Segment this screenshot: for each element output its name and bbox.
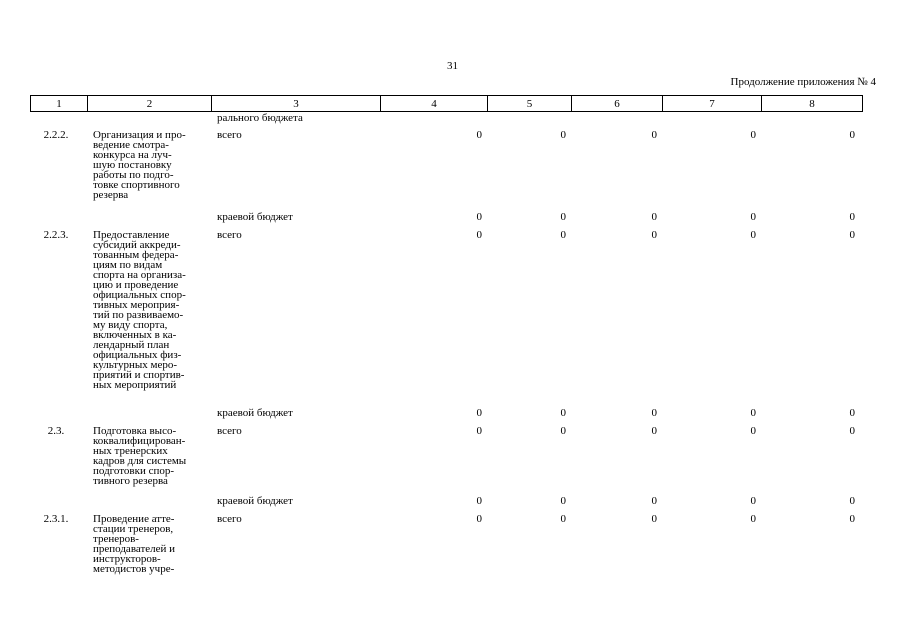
row-value: 0 (560, 425, 566, 437)
column-header: 3 (212, 96, 381, 112)
row-funding-source: краевой бюджет (217, 495, 293, 507)
row-value: 0 (651, 407, 657, 419)
row-value: 0 (560, 129, 566, 141)
row-value: 0 (651, 229, 657, 241)
row-number: 2.3.1. (43, 513, 69, 525)
row-value: 0 (651, 129, 657, 141)
row-value: 0 (849, 513, 855, 525)
row-description: Организация и про- ведение смотра- конкурса на луч- шую постановку работы по подго- товке спортивного резерва (93, 129, 186, 201)
column-header: 8 (762, 96, 863, 112)
column-header-row (31, 96, 863, 112)
row-value: 0 (849, 129, 855, 141)
column-header: 2 (88, 96, 212, 112)
page-number: 31 (447, 60, 458, 72)
row-value: 0 (476, 129, 482, 141)
row-value: 0 (476, 513, 482, 525)
column-header-table (30, 95, 863, 112)
row-description: Предоставление субсидий аккреди- тованным федера- циям по видам спорта на организа- цию и проведение официальных спор- тивных мероприя- тий по развиваемо- му виду спорта, включенных в ка- лендарный план официальных физ- культурных меро- приятий и спортив- ных мероприятий (93, 229, 186, 391)
row-funding-source: всего (217, 129, 242, 141)
row-value: 0 (651, 425, 657, 437)
row-value: 0 (651, 513, 657, 525)
row-value: 0 (849, 425, 855, 437)
row-value: 0 (750, 513, 756, 525)
row-value: 0 (750, 211, 756, 223)
row-value: 0 (476, 407, 482, 419)
row-value: 0 (750, 129, 756, 141)
row-value: 0 (560, 211, 566, 223)
row-value: 0 (476, 495, 482, 507)
row-number: 2.3. (47, 425, 65, 437)
row-value: 0 (849, 407, 855, 419)
appendix-note: Продолжение приложения № 4 (730, 76, 876, 88)
row-value: 0 (560, 495, 566, 507)
row-value: 0 (849, 495, 855, 507)
row-value: 0 (750, 495, 756, 507)
row-value: 0 (651, 495, 657, 507)
row-value: 0 (849, 229, 855, 241)
row-number: 2.2.2. (43, 129, 69, 141)
row-value: 0 (476, 229, 482, 241)
row-value: 0 (560, 407, 566, 419)
row-value: 0 (750, 229, 756, 241)
column-header: 7 (663, 96, 762, 112)
row-value: 0 (476, 425, 482, 437)
row-funding-source: всего (217, 513, 242, 525)
row-value: 0 (560, 513, 566, 525)
row-value: 0 (560, 229, 566, 241)
row-value: 0 (750, 425, 756, 437)
row-value: 0 (849, 211, 855, 223)
row-description: Подготовка высо- коквалифицирован- ных тренерских кадров для системы подготовки спор- тивного резерва (93, 425, 187, 487)
column-header: 4 (381, 96, 488, 112)
row-funding-source: всего (217, 229, 242, 241)
row-number: 2.2.3. (43, 229, 69, 241)
row-funding-source: краевой бюджет (217, 407, 293, 419)
column-header: 5 (488, 96, 572, 112)
row-value: 0 (651, 211, 657, 223)
row-value: 0 (750, 407, 756, 419)
row-value: 0 (476, 211, 482, 223)
row-description: Проведение атте- стации тренеров, тренеров- преподавателей и инструкторов- методистов учре- (93, 513, 176, 575)
row-funding-source: всего (217, 425, 242, 437)
column-header: 6 (572, 96, 663, 112)
row-funding-source: краевой бюджет (217, 211, 293, 223)
column-header: 1 (31, 96, 88, 112)
continued-text: рального бюджета (217, 112, 303, 124)
